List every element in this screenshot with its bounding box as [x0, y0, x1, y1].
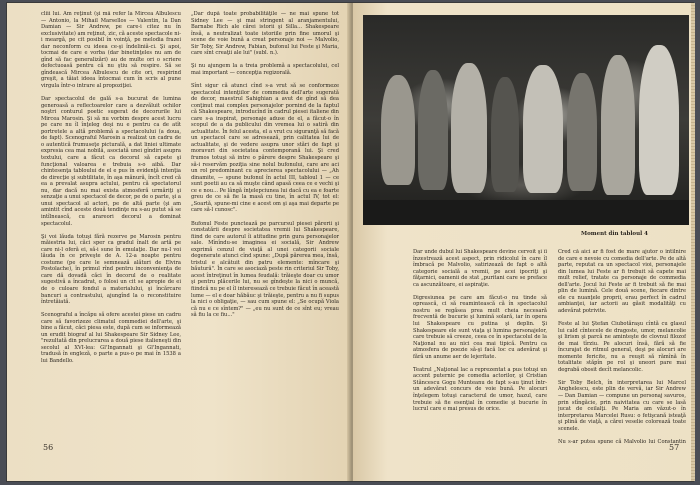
right-page	[353, 3, 695, 481]
page-number: 57	[669, 443, 680, 452]
page-edges	[691, 3, 695, 481]
stage-photo	[363, 15, 689, 225]
book-spread	[6, 2, 694, 482]
right-text-column: Dar unde dubul lui Shakespeare devine cervoit şi îi înzestrează acest aspect, prin ridicolul în care îl îmbracă pe Malvolio, satirizează de fapt o altă categorie socială a vremii, pe acei ipocriţi şi făţarnici, oamenii de stat „puritani care se preface ca ascunzătoare, ei aspiraţie. Digresiunea pe care am făcut-o nu tinde să oprească, ci să reamintească că în spectacolul nostru se regăsea prea mult cheia necesară frecventă de bucurie şi lumină solară, iar în opera lui Shakespeare cu putina şi deplin. Şi Shakespeare ele sunt viaţa şi lumina personajelor, care trebuie să creeze, ceea ce în spectacolul de la Naţional nu au nici cea mai tipică. Pentru ca atmosfera de poezie să-şi facă loc cu adevărat şi fără un anume aer de lejeritate. Teatrul „Naţional lac a reprezentat a pus totuşi un accent puternic pe comedia actorilor, şi Cristian Stăncescu Gogu Munteanu de fapt s-au ţinut într-un adevărat concurs de voie bună. Pe alocuri înţelegem totuşi caracterul de umor, hazul, care trebuie să fie esenţial în comedie şi bucurie în lucrul care e mai presus de orice.	[413, 249, 547, 413]
photo-caption: Moment din tabloul 4	[581, 231, 648, 237]
left-page	[7, 3, 351, 481]
right-text-column-2: Cred că aici ar fi fost de mare ajutor o întîlnire de care e nevoie cu comedia dell'arte. Pe de altă parte, reputat ca un spectacol vioi, personajele din lumea lui Feste ar fi trebuit să capete mai mult relief, tratate ca personaje de commedia dell'arte. Jocul lui Feste ar fi trebuit să fie mai plin de lumină. Cele două scene, fiecare dintre ele cu nuanţele proprii, erau perfect în cadrul ambianţei, iar actorii au găsit modalităţi cu adevărat potrivite. Feste al lui Ştefan Ciubotăraşu cîntă cu glasul lui cald cîntecele de dragoste, umor, melancolie şi lirism şi parcă ne aminteşte de clovnul filozof de mai tîrziu. Pe alocuri însă, fără să fie încurajat de ritmul general, deşi pe alocuri are momente fericite, nu a reuşit să rămînă în totalitate stăpîn pe rol şi uneori pare mai degrabă obosit decît melancolic. Sir Toby Belch, în interpretarea lui Marcel Anghelescu, este plin de vervă, iar Sir Andrew — Dan Damian — compune un personaj savuros, prin stîngăcie, prin naivitatea cu care se lasă jucat de ceilalţi. Pe Maria am văzut-o în interpretarea Marcelei Rusu: o fetişcană isteaţă şi plină de viaţă, a cărei veselie colorează toate scenele. Nu s-ar putea spune că Malvolio lui Constantin	[558, 249, 686, 445]
left-text-column-2: „Dar după toate probabilităţile — ne mai spune tot Sidney Lee — şi mai stringent al aranjamentului, Barnabe Rich ale cărei istorii şi Silla... Shakespeare însă, a neutralizat toate istoriile prin fine umorul şi scene de voie bună a creat personaje noi — Malvolio, Sir Toby, Sir Andrew, Fabian, bufonul lui Feste şi Maria, care sînt creaţii ale lui" (subl. n.). Şi nu ajungem la a treia problemă a spectacolului, cel mai important — concepţia regizorală. Sînt sigur că atunci cînd s-a vrut să se conformeze spectacolul intenţiilor de commedia dell'arte sugerată de decor, maestrul Sahighian a avut de gînd să dea conţinut mai complex personajelor pornind de la faptul că Shakespeare, introducînd în cadrul piesei italiene din care s-a inspirat, personaje aduse de el, a făcut-o în scopul de a da publicului din vremea lui o satiră din actualitate. În felul acesta, el a vrut cu siguranţă să facă un spectacol care se adresează, prin calitatea lui de actualitate, şi de vedere asupra unor stări de fapt şi moravuri din societatea contemporană lui. Şi cred frumos totuşi să intre o părere despre Shakespeare şi să-i reservăm poziţia sine nolul bufonului, care are aci un rol predominant cu aprecierea spectacolului — „Ah dinamite, — spune bufonul în actul III, tabloul 1 — ce sunt poetii au ca să muşte când apasă ceea ce e vechi şi ce e nou... Pe lângă înţelepciunea lui dacă cu ea e foarte greu de ce să fie la masă cu tine, în actul IV, tot el: „Soartă, spune-mi cine e acest om şi aşa mai departe pe care să-l cunosc". Bufonul Feste punctează pe parcursul piesei părerii şi constatării despre societatea vremii lui Shakespeare, fiind de care autorul îi atitudine prin gura personajelor sale. Mînîndu-se imaginea ei socială, Sir Andrew exprimă cenzul de viaţă al unei categorii sociale degenerate atunci cînd spune: „După părerea mea, însă, tristul e alcătuit din patru elemente: mîncare şi băutură". În care se asociază peste rin criteriul Sir Toby, acest întreţinut în lumea feudală: trăieşte doar cu umor şi pentru plăcerile lui, nu se gîndeşte la nici o muncă, fiindcă nu pe el îl interesează ce trebuie făcut în această lume — el e doar hăbăuc şi trăieşte, pentru a nu fi supus la nici o obligaţie, — sau cum spune el: „Se ocupă Viola că nu e ce sîntem?" — „eu nu sunt de ce sînt eu; vreau să fiu la ce fiu..."	[191, 11, 339, 319]
left-text-column: cliii lui. Am reţinut (şi mă refer la Mircea Albulescu — Antonio, la Mihail Marsellos — Valentin, la Dan Damian — Sir Andrew, pe care-i citez nu în exclusivitate) am reţinut, zic, că aceste spectacole ni-i meargă, pe cit posibil în voinţă, pe melodia frazei dar neconform cu ideea ce-şi îndeliniă-ci. Şi apoi, tocmai de care e vorba (dar binetinţeles nu am de gînd să fac generalizări) au de multe ori o scriere defectuoasă pentru că nu ştiu să respire. Să se gîndească Mircea Albulescu de cite ori, respirind greşit, a tăiat ideea întocmai cum în scris al pune virgula într-o intrare al propoziţiei. Dar spectacolul de gală s-a bucurat de lumina generoasă a reflectoarelor care a dezvăluit ochilor noştri conturul poetic sugerat de decorurile lui Mircea Marosin. Şi să nu vorbim despre acest lucru pe care nu îl înţeleg deşi nu e pentru ca de atît portretele a altă problemă a spectacolului (a doua, de fapt). Scenograful Marosin a realizat un cadru de o autentică frumuseţe picturală, a dat liniei ultimate expresia cea mai nobilă, asociată unei gîndiri asupra textului, care a făcut ca decorul să capete şi funcţional valoarea e trebuia s-o aibă. Dar chintesenţa tabloului de el e pus în evidenţă intenţia de direcţie şi subtilitate, în aşa mănură, încît cred că ea a prevalat asupra actului, pentru că spectatorul nu, dar dacă nu mai exista atmosferă urmăriţi şi senzaţie a unui spectacol de decor, pe de o parte, şi a unui spectacol al actori, pe de altă parte (şi am amintit cînd aceste două tendinţe nu s-au putut să se intîlnească, cu arareori decorul a dominat spectacolul. Şi voi lăuda totuşi fără rezerve pe Marosin pentru măiestria lui, căci sper ca gradul înalt de artă pe care ni-l oferă ei, să-i sune în emulaţie. Dar nu-l voi lăuda în ce priveşte de A. 12-a noapte pentru costume (pe care le semnează alături de Elvira Postolache), în primul rînd pentru inconvenienţa de care dă dovadă căci în decorul de o realitate sugestivă a încadrat, o folosi un cit se apropie de ei de o culoare fondul a materialului, şi încărcare bancuri a contrastului, ajungînd la o reconstituire întretăiată. Scenograful a încăpu să ofere acestei piese un cadru care să favorizeze climatul commediei dell'arte, şi bine a făcut, căci piesa este, după cum se informează un erudit biograf al lui Shakespeare Sir Sidney Lee, "rezultată din prelucrarea a două piese italieneşti din secolul al XVI-lea: Gl'Ingannati şi Gl'Ingannati, tradusă în engleză, o parte a pus-o pe mai în 1538 a lui Bandello.	[41, 11, 181, 364]
page-number: 56	[43, 443, 54, 452]
